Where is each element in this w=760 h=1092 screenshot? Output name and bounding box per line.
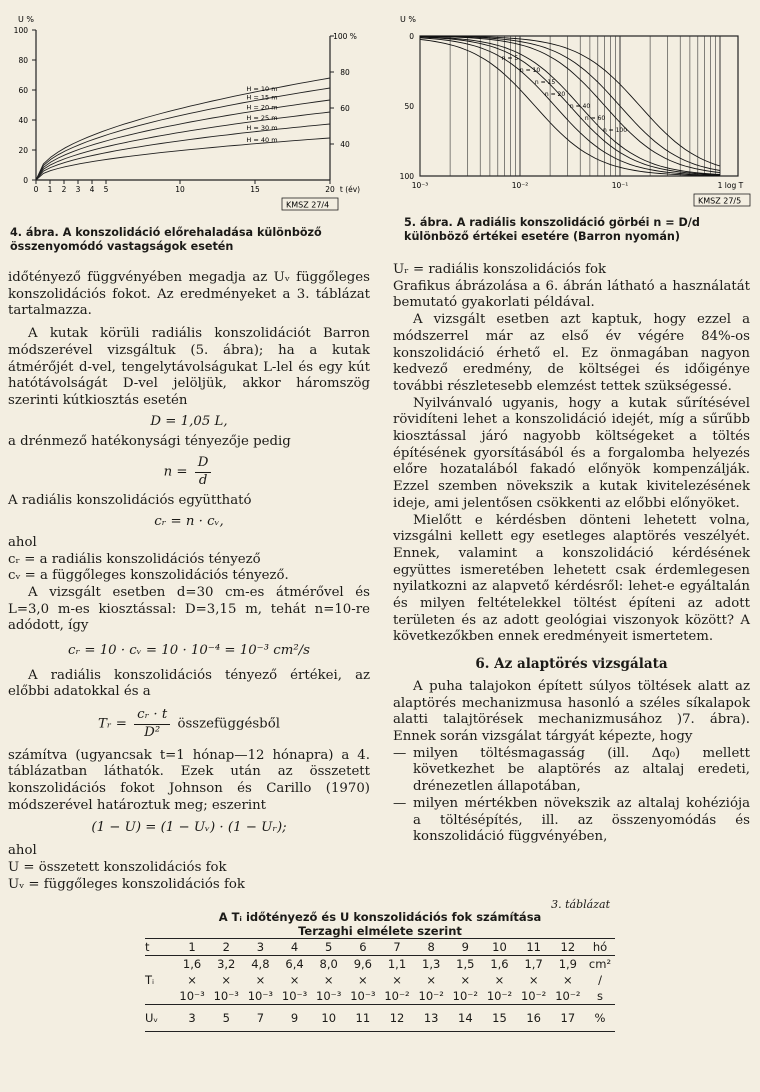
table-row-ti-mantissa: 1,6 3,2 4,8 6,4 8,0 9,6 1,1 1,3 1,5 1,6 1,7 1,9 cm² <box>182 957 612 971</box>
fig4-x-tick-label: 20 <box>325 185 335 194</box>
formula-cr-value: cᵣ = 10 · cᵥ = 10 · 10⁻⁴ = 10⁻³ cm²/s <box>68 643 310 659</box>
dash-item-2: — milyen mértékben növekszik az altalaj kohéziója a töltésépítés, ill. az összenyomódás és konszolidáció függvényében, <box>393 795 750 845</box>
fig5-stamp: KMSZ 27/5 <box>698 196 742 206</box>
left-paragraph-9: A radiális konszolidációs tényező értékei, az előbbi adatokkal és a <box>8 667 370 700</box>
fig5-caption: 5. ábra. A radiális konszolidáció görbéi n = D/d különböző értékei esetére (Barron nyomán) <box>404 216 700 243</box>
fig4-y-tick-label: 60 <box>18 86 28 95</box>
fig4-x-tick-label: 10 <box>175 185 185 194</box>
fig4-x-tick-label: 1 <box>47 185 53 194</box>
fig5-x-tick-label: 10⁻¹ <box>611 181 629 190</box>
fig4-curve-label: H = 25 m <box>246 113 278 122</box>
fig4-caption: 4. ábra. A konszolidáció előrehaladása különböző összenyomódó vastagságok esetén <box>10 226 322 253</box>
table-row-t: t 1 2 3 4 5 6 7 8 9 10 11 12 hó <box>145 939 615 956</box>
right-paragraph-3: A vizsgált esetben azt kaptuk, hogy ezzel a módszerrel már az első év végére 84%-os konszolidáció érhető el. Ez önmagában nagyon kedvező eredmény, de költségei és időigénye további részletesebb elemzést tettek szükségessé. <box>393 312 750 394</box>
fig5-curve-label: n = 40 <box>569 103 591 110</box>
fig5-x-tick-label: log T <box>724 181 744 190</box>
formula-U: (1 − U) = (1 − Uᵥ) · (1 − Uᵣ); <box>91 820 287 836</box>
fig4-curve-label: H = 30 m <box>246 124 278 133</box>
right-paragraph-2: Grafikus ábrázolása a 6. ábrán látható a használatát bemutató gyakorlati példával. <box>393 278 750 311</box>
table-grid <box>145 938 615 1032</box>
left-column <box>8 270 370 893</box>
left-paragraph-4: A radiális konszolidációs együttható <box>8 493 252 509</box>
formula-cr: cᵣ = n · cᵥ, <box>154 514 224 530</box>
fig5-curve-label: n = 60 <box>584 115 606 122</box>
fig4-y-tick-label: 100 <box>13 26 28 35</box>
fig5-curve-label: n = 5 <box>501 55 519 62</box>
fig4-curve-label: H = 20 m <box>246 103 278 112</box>
fig4-y-tick-label: 20 <box>18 146 28 155</box>
fig4-right-tick-label: 40 <box>340 140 350 149</box>
right-paragraph-4: Nyilvánvaló ugyanis, hogy a kutak sűrítésével rövidíteni lehet a konszolidáció idejét, míg a sűrűbb kiosztással járó nagyobb költségeket a töltés építésének gyorsításából és a forgalomba helyezés előre hozatalából fakadó előnyök kompenzálják. Ezzel szemben növekszik a kutak kivitelezésének ideje, ami jelentősen csökkenti az előbbi előnyöket. <box>393 395 750 511</box>
fig4-right-tick-label: 100 % <box>333 32 357 41</box>
table-subtitle: Terzaghi elmélete szerint <box>298 924 462 938</box>
fig4-curve-label: H = 15 m <box>246 93 278 102</box>
fig4-curve <box>36 112 330 180</box>
table-row-uv: Uᵥ 3 5 7 9 10 11 12 13 14 15 16 17 % <box>145 1005 615 1032</box>
table-row-ti-times: Tᵢ × × × × × × × × × × × × / <box>145 973 602 987</box>
fig4-y-tick-label: 0 <box>23 176 28 185</box>
fig4-y-tick-label: 40 <box>18 116 28 125</box>
dash-item-1: — milyen töltésmagasság (ill. Δq₀) mellett következhet be alaptörés az altalaj eredeti, drénezetlen állapotában, <box>393 745 750 795</box>
fig4-right-tick-label: 80 <box>340 68 350 77</box>
formula-Tr: Tᵣ = $\frac{\text{cᵣ · t}}{\text{D²}}$ összefüggésből <box>98 707 280 740</box>
formula-n: n = $\frac{D}{d}$ <box>8 455 370 489</box>
fig4-x-tick-label: 5 <box>103 185 109 194</box>
fig5-y-tick-label: 0 <box>409 32 414 41</box>
right-paragraph-5: Mielőtt e kérdésben dönteni lehetett volna, vizsgálni kellett egy esetleges alaptörés veszélyét. Ennek, valamint a konszolidáció kérdésének együttes ismeretében lehetett csak érdemlegesen nyilatkozni az alapvető kérdésről: lehet-e egyáltalán és milyen feltételekkel töltést építeni az adott területen és az adott geológiai viszonyok között? A következőkben ennek eredményeit ismertetem. <box>393 512 750 645</box>
table-title: A Tᵢ időtényező és U konszolidációs fok számítása <box>218 910 542 924</box>
table-label: 3. táblázat <box>551 898 610 911</box>
fig4-x-tick-label: 3 <box>75 185 81 194</box>
definition-U: U = összetett konszolidációs fok <box>8 859 227 875</box>
fig5-x-tick-label: 1 <box>717 181 723 190</box>
fig5-curve-label: n = 15 <box>534 79 556 86</box>
definition-cr: cᵣ = a radiális konszolidációs tényező <box>8 551 261 567</box>
fig4-curve <box>36 124 330 180</box>
figure-5-chart <box>390 0 760 212</box>
fig4-x-tick-label: 2 <box>61 185 67 194</box>
fig4-x-tick-label: 15 <box>250 185 260 194</box>
fig4-curve <box>36 78 330 180</box>
right-column <box>393 262 750 846</box>
right-paragraph-6: A puha talajokon épített súlyos töltések alatt az alaptörés mechanizmusa hasonló a széles síkalapok alatti talajtörések mechanizmusához )7. ábra). Ennek során vizsgálat tárgyát képezte, hogy <box>393 678 750 744</box>
fig5-curve <box>420 36 720 166</box>
left-paragraph-11: ahol <box>8 843 37 859</box>
fig5-curve-label: n = 10 <box>519 67 541 74</box>
fig5-curve-label: n = 100 <box>602 127 628 134</box>
left-paragraph-2: A kutak körüli radiális konszolidációt Barron módszerével vizsgáltuk (5. ábra); ha a kutak átmérőjét d-vel, tengelytávolságukat L-lel és egy kút hatótávolságát D-vel jelöljük, akkor háromszög szerinti kútkiosztás esetén <box>8 326 370 408</box>
formula-D: D = 1,05 L, <box>150 413 228 429</box>
fig4-right-tick-label: 60 <box>340 104 350 113</box>
figure-4-chart <box>0 0 372 222</box>
fig5-x-tick-label: 10⁻² <box>511 181 529 190</box>
fig5-y-tick-label: 100 <box>399 172 414 181</box>
left-paragraph-10: számítva (ugyancsak t=1 hónap—12 hónapra) a 4. táblázatban láthatók. Ezek után az összetett konszolidációs fokot Johnson és Carillo (1970) módszerével határoztuk meg; eszerint <box>8 747 370 813</box>
left-paragraph-8: A vizsgált esetben d=30 cm-es átmérővel és L=3,0 m-es kiosztással: D=3,15 m, tehát n=10-re adódott, így <box>8 584 370 634</box>
fig4-curve <box>36 88 330 180</box>
fig4-y-tick-label: 80 <box>18 56 28 65</box>
definition-cv: cᵥ = a függőleges konszolidációs tényező. <box>8 568 289 584</box>
fig4-x-tick-label: 4 <box>89 185 95 194</box>
fig5-curve-label: n = 20 <box>544 91 566 98</box>
definition-Uv: Uᵥ = függőleges konszolidációs fok <box>8 876 245 892</box>
fig5-x-tick-label: 10⁻³ <box>411 181 429 190</box>
fig4-curve-label: H = 40 m <box>246 136 278 145</box>
fig4-x-tick-label: 0 <box>33 185 39 194</box>
fig4-curve-label: H = 10 m <box>246 84 278 93</box>
definition-Ur: Uᵣ = radiális konszolidációs fok <box>393 262 607 277</box>
fig4-stamp: KMSZ 27/4 <box>286 200 330 210</box>
left-paragraph-1: időtényező függvényében megadja az Uᵥ függőleges konszolidációs fokot. Az eredményeket a 3. táblázat tartalmazza. <box>8 270 370 319</box>
left-paragraph-3: a drénmező hatékonysági tényezője pedig <box>8 434 291 450</box>
section-heading: 6. Az alaptörés vizsgálata <box>475 656 668 673</box>
fig4-x-unit: t (év) <box>339 185 361 194</box>
fig5-y-tick-label: 50 <box>404 102 414 111</box>
fig4-y-axis-label: U % <box>18 15 34 24</box>
fig5-y-axis-label: U % <box>400 15 416 24</box>
table-row-ti-exp: 10⁻³ 10⁻³ 10⁻³ 10⁻³ 10⁻³ 10⁻³ 10⁻² 10⁻² 10⁻² 10⁻² 10⁻² 10⁻² s <box>145 988 615 1005</box>
table-3 <box>145 896 615 1032</box>
left-paragraph-5: ahol <box>8 534 37 550</box>
